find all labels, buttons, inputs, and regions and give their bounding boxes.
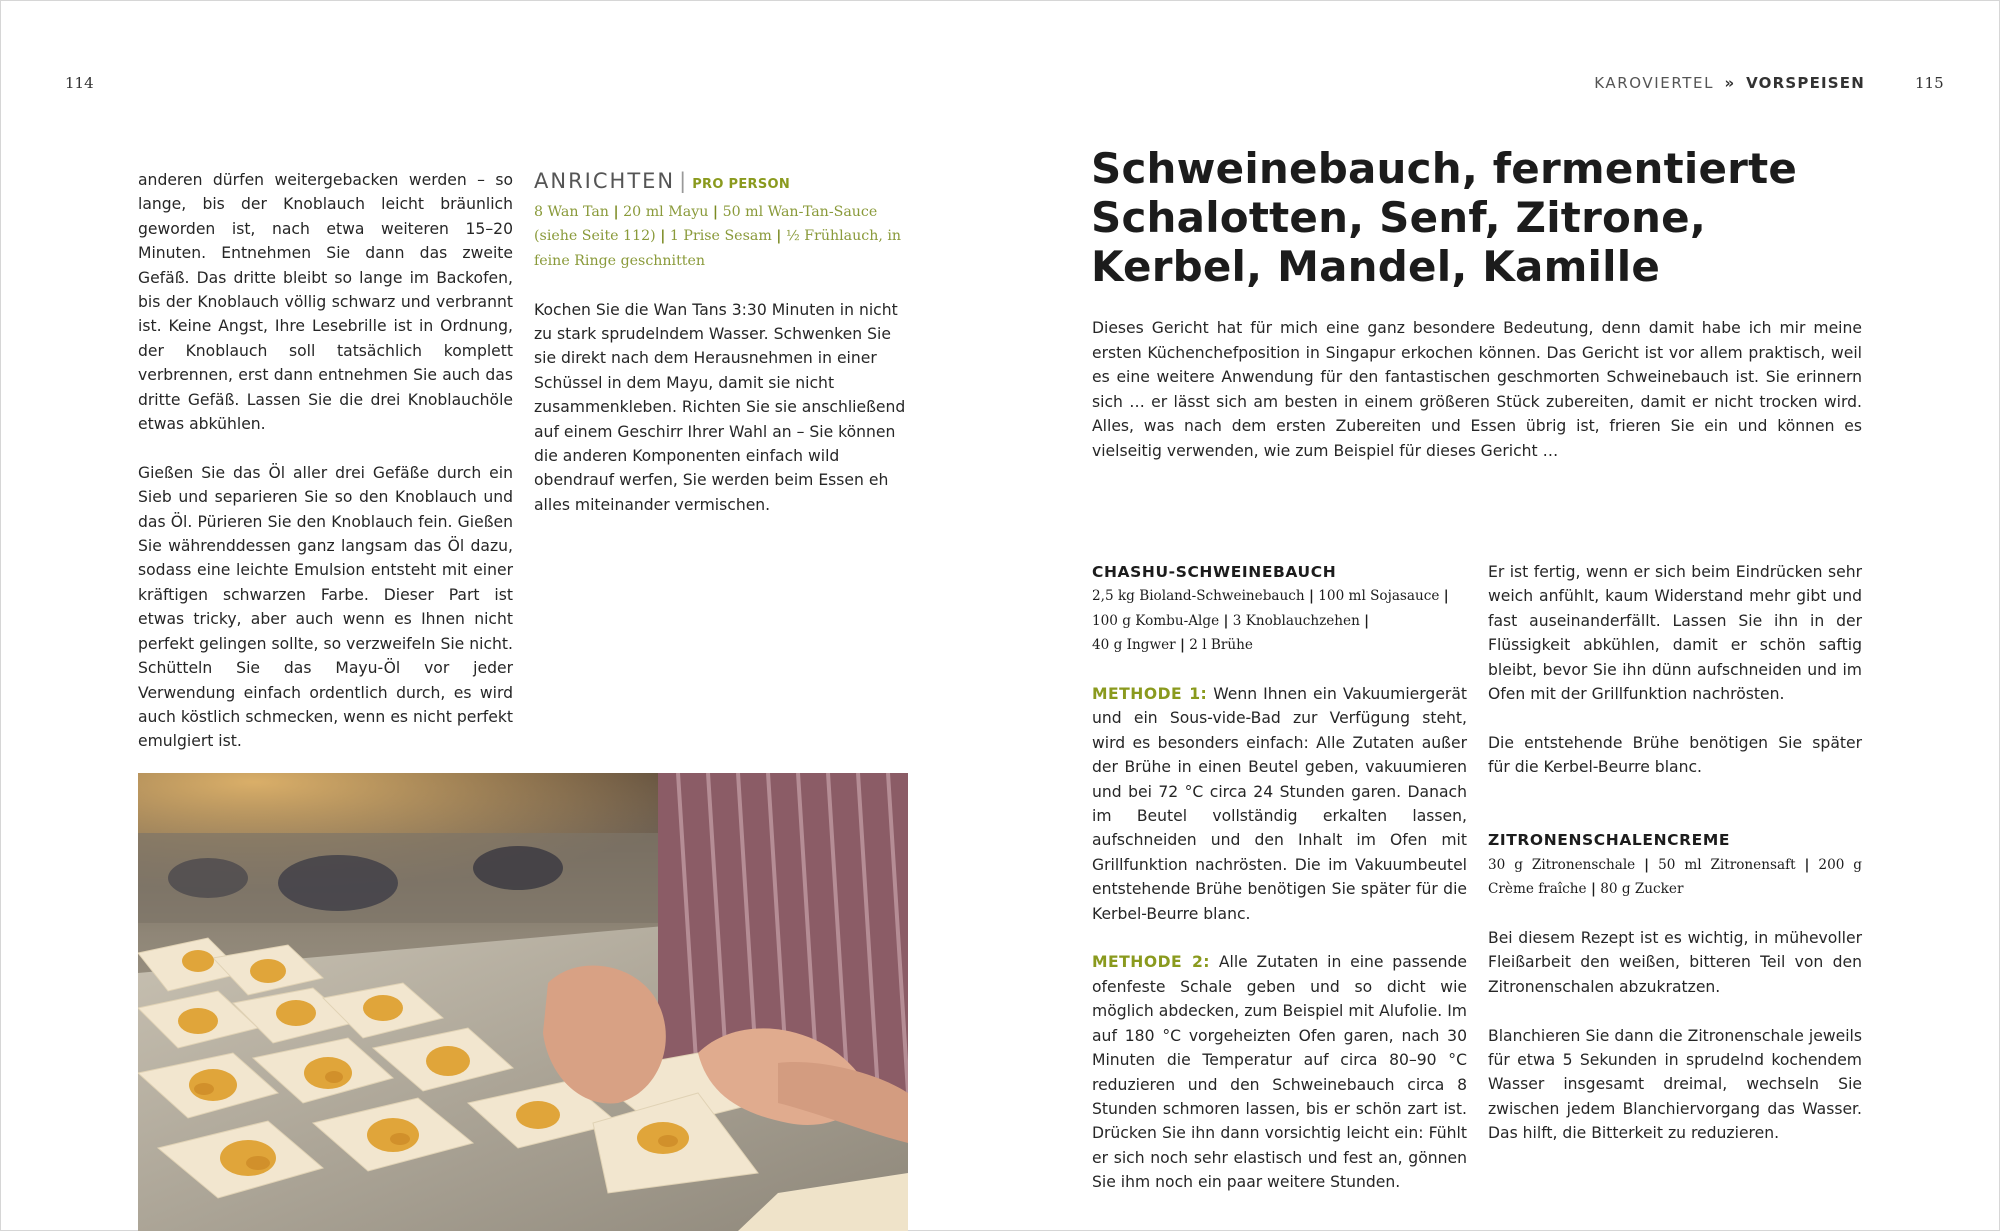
page-number-left: 114 <box>65 74 94 92</box>
chashu-heading: CHASHU-SCHWEINEBAUCH <box>1092 563 1337 581</box>
paragraph: Die entstehende Brühe benötigen Sie später für die Kerbel-Beurre blanc. <box>1488 733 1862 777</box>
right-column-2 <box>1488 560 1862 1170</box>
ingredient: 20 ml Mayu <box>623 204 709 220</box>
ingredient: 50 ml Wan-Tan-Sauce (siehe Seite 112) <box>534 204 878 245</box>
anrichten-instructions: Kochen Sie die Wan Tans 3:30 Minuten in nicht zu stark sprudelndem Wasser. Schwenken Sie sie direkt nach dem Herausnehmen in einer Schüssel in dem Mayu, damit sie nicht zusammenkleben. Richten Sie sie anschließend auf einem Geschirr Ihrer Wahl an – Sie können die anderen Komponenten einfach wild obendrauf werfen, Sie werden beim Essen eh alles miteinander vermischen. <box>534 300 906 514</box>
paragraph: Bei diesem Rezept ist es wichtig, in mühevoller Fleißarbeit den weißen, bitteren Teil von den Zitronenschalen abzukratzen. <box>1488 929 1862 996</box>
ingredient: 1 Prise Sesam <box>669 228 772 245</box>
ingredient: 100 ml Sojasauce <box>1318 588 1440 605</box>
ingredient: 100 g Kombu-Alge <box>1092 612 1220 629</box>
paragraph: Er ist fertig, wenn er sich beim Eindrücken sehr weich anfühlt, kaum Widerstand mehr gibt und fast auseinanderfällt. Lassen Sie ihn in der Flüssigkeit abkühlen, damit er schön saftig bleibt, bevor Sie ihn dünn aufschneiden und im Ofen mit der Grillfunktion nachrösten. <box>1488 563 1862 704</box>
method-1-label: METHODE 1: <box>1092 685 1208 704</box>
anrichten-title: ANRICHTEN <box>534 169 676 193</box>
method-2-text: Alle Zutaten in eine passende ofenfeste Schale geben und so dicht wie möglich abdecken, zum Beispiel mit Alufolie. Im auf 180 °C vorgeheizten Ofen garen, nach 30 Minuten die Temperatur auf circa 80–90 °C reduzieren und den Schweinebauch circa 8 Stunden schmoren lassen, bis er schön zart ist. Drücken Sie ihn dann vorsichtig leicht ein: Fühlt er sich noch sehr elastisch und fest an, gönnen Sie ihm noch ein paar weitere Stunden. <box>1092 953 1467 1192</box>
recipe-title: Schweinebauch, fermentierte Schalotten, Senf, Zitrone, Kerbel, Mandel, Kamille <box>1091 144 1798 291</box>
ingredient: 200 g Crème fraîche <box>1488 856 1863 898</box>
running-head-separator: » <box>1724 74 1736 92</box>
method-2-label: METHODE 2: <box>1092 953 1211 972</box>
method-2 <box>1092 950 1467 1194</box>
ingredient: 2 l Brühe <box>1189 637 1253 654</box>
chashu-ingredients: 2,5 kg Bioland-Schweinebauch | 100 ml Sojasauce | 100 g Kombu-Alge | 3 Knoblauchzehen | 40 g Ingwer | 2 l Brühe <box>1092 588 1449 654</box>
ingredient: 2,5 kg Bioland-Schweinebauch <box>1092 588 1305 605</box>
zitrone-ingredients: 30 g Zitronenschale | 50 ml Zitronensaft | 200 g Crème fraîche | 80 g Zucker <box>1488 856 1863 898</box>
method-1 <box>1092 682 1467 926</box>
ingredient: ½ Frühlauch, in feine Ringe geschnitten <box>534 228 902 269</box>
zitrone-heading: ZITRONENSCHALENCREME <box>1488 831 1731 850</box>
wan-tan-photo <box>138 773 908 1231</box>
paragraph: Gießen Sie das Öl aller drei Gefäße durch ein Sieb und separieren Sie so den Knoblauch und das Öl. Pürieren Sie den Knoblauch fein. Gießen Sie währenddessen ganz langsam das Öl dazu, sodass eine leichte Emulsion entsteht mit einer kräftigen schwarzen Farbe. Dieser Part ist etwas tricky, aber auch wenn es Ihnen nicht perfekt gelingen sollte, so verzweifeln Sie nicht. Schütteln Sie das Mayu-Öl vor jeder Verwendung einfach ordentlich durch, es wird auch köstlich schmecken, wenn es nicht perfekt emulgiert ist. <box>138 463 513 751</box>
ingredient: 50 ml Zitronensaft <box>1658 856 1796 873</box>
paragraph: anderen dürfen weitergebacken werden – so lange, bis der Knoblauch leicht bräunlich geworden ist, nach etwa weiteren 15–20 Minuten. Entnehmen Sie dann das zweite Gefäß. Das dritte bleibt so lange im Backofen, bis der Knoblauch völlig schwarz und verbrannt ist. Keine Angst, Ihre Lesebrille ist in Ordnung, der Knoblauch soll tatsächlich komplett verbrennen, erst dann entnehmen Sie auch das dritte Gefäß. Lassen Sie die drei Knoblauchöle etwas abkühlen. <box>138 171 513 434</box>
running-head <box>1594 74 1865 92</box>
running-head-section: KAROVIERTEL <box>1594 74 1715 92</box>
right-column-1 <box>1092 560 1467 1219</box>
running-head-chapter: VORSPEISEN <box>1746 74 1865 92</box>
recipe-intro: Dieses Gericht hat für mich eine ganz besondere Bedeutung, denn damit habe ich mir meine ersten Küchenchefposition in Singapur erkochen können. Das Gericht ist vor allem praktisch, weil es eine weitere Anwendung für den fantastischen geschmorten Schweinebauch ist. Sie erinnern sich … er lässt sich am besten in einem größeren Stück zubereiten, damit er nicht trocken wird. Alles, was nach dem ersten Zubereiten und Essen übrig ist, frieren Sie ein und können es vielseitig verwenden, wie zum Beispiel für dieses Gericht … <box>1092 319 1862 460</box>
method-1-text: Wenn Ihnen ein Vakuumiergerät und ein Sous-vide-Bad zur Verfügung steht, wird es besonders einfach: Alle Zutaten außer der Brühe in einen Beutel geben, vakuumieren und bei 72 °C circa 24 Stunden garen. Danach im Beutel vollständig erkalten lassen, aufschneiden und den Inhalt im Ofen mit Grillfunktion nachrösten. Die im Vakuumbeutel entstehende Brühe benötigen Sie später für die Kerbel-Beurre blanc. <box>1092 685 1467 923</box>
page-number-right: 115 <box>1915 74 1944 92</box>
left-column-1 <box>138 168 513 778</box>
paragraph: Blanchieren Sie dann die Zitronenschale jeweils für etwa 5 Sekunden in sprudelnd kochendem Wasser insgesamt dreimal, wechseln Sie zwischen jedem Blanchiervorgang das Wasser. Das hilft, die Bitterkeit zu reduzieren. <box>1488 1026 1862 1143</box>
ingredient: 8 Wan Tan <box>534 204 609 220</box>
anrichten-subtitle: PRO PERSON <box>692 177 791 192</box>
anrichten-heading <box>534 168 908 198</box>
left-column-2 <box>534 168 908 542</box>
ingredient: 40 g Ingwer <box>1092 637 1176 654</box>
ingredient: 80 g Zucker <box>1600 881 1684 898</box>
ingredient: 30 g Zitronenschale <box>1488 856 1636 873</box>
heading-divider: | <box>679 169 689 193</box>
ingredient: 3 Knoblauchzehen <box>1232 612 1360 629</box>
anrichten-ingredients: 8 Wan Tan | 20 ml Mayu | 50 ml Wan-Tan-Sauce (siehe Seite 112) | 1 Prise Sesam | ½ Frühlauch, in feine Ringe geschnitten <box>534 204 902 269</box>
